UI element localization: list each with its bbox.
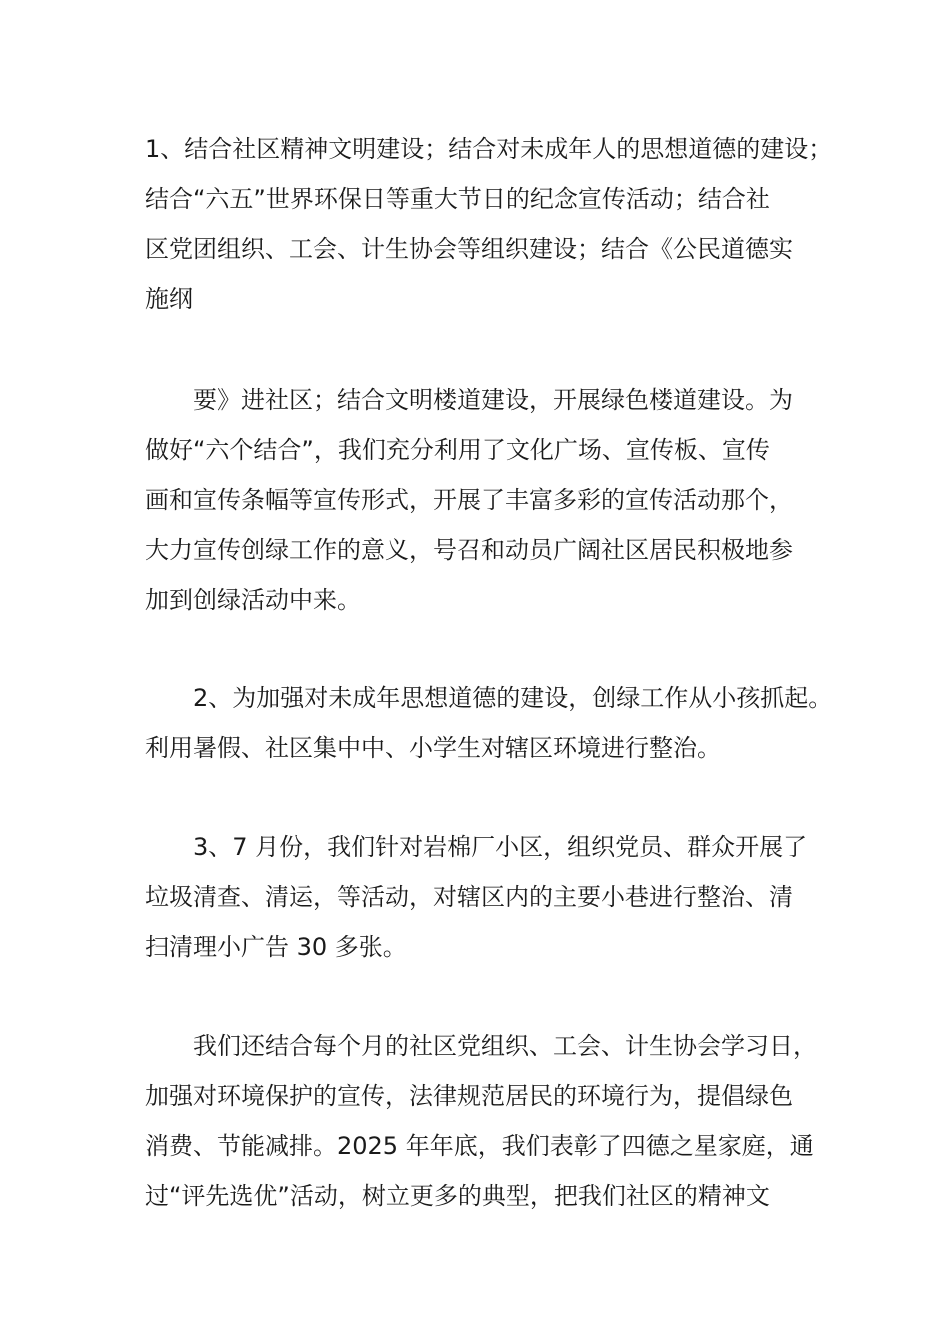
text-line: 画和宣传条幅等宣传形式，开展了丰富多彩的宣传活动那个， [145, 486, 793, 514]
paragraph-1 [145, 124, 833, 324]
text-line: 扫清理小广告 30 多张。 [145, 933, 407, 961]
text-line: 利用暑假、社区集中中、小学生对辖区环境进行整治。 [145, 734, 721, 762]
text-line: 2、为加强对未成年思想道德的建设，创绿工作从小孩抓起。 [193, 684, 833, 712]
paragraph-5 [145, 1021, 825, 1221]
text-line: 结合“六五”世界环保日等重大节日的纪念宣传活动；结合社 [145, 185, 770, 213]
text-line: 3、7 月份，我们针对岩棉厂小区，组织党员、群众开展了 [193, 833, 808, 861]
text-line: 要》进社区；结合文明楼道建设，开展绿色楼道建设。为 [193, 386, 793, 414]
text-line: 区党团组织、工会、计生协会等组织建设；结合《公民道德实 [145, 235, 793, 263]
text-line: 大力宣传创绿工作的意义，号召和动员广阔社区居民积极地参 [145, 536, 793, 564]
text-line: 垃圾清查、清运，等活动，对辖区内的主要小巷进行整治、清 [145, 883, 793, 911]
text-line: 做好“六个结合”，我们充分利用了文化广场、宣传板、宣传 [145, 436, 770, 464]
text-line: 我们还结合每个月的社区党组织、工会、计生协会学习日， [193, 1032, 817, 1060]
text-line: 过“评先选优”活动，树立更多的典型，把我们社区的精神文 [145, 1182, 770, 1210]
text-line: 1、结合社区精神文明建设；结合对未成年人的思想道德的建设； [145, 135, 833, 163]
text-line: 加到创绿活动中来。 [145, 586, 361, 614]
text-line: 消费、节能减排。2025 年年底，我们表彰了四德之星家庭，通 [145, 1132, 814, 1160]
paragraph-3 [145, 673, 833, 773]
text-line: 加强对环境保护的宣传，法律规范居民的环境行为，提倡绿色 [145, 1082, 793, 1110]
paragraph-2 [145, 375, 825, 625]
text-line: 施纲 [145, 285, 193, 313]
paragraph-4 [145, 822, 825, 972]
